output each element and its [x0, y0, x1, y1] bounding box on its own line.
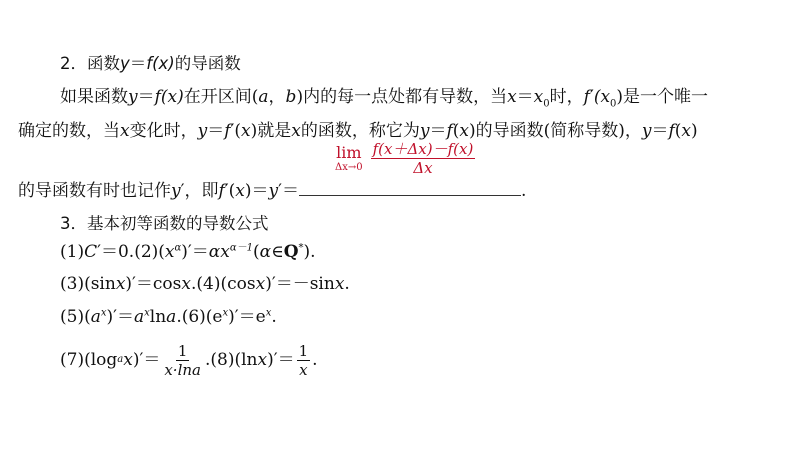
answer-blank	[299, 185, 521, 196]
var-x: x	[291, 121, 301, 141]
text: )′＝cos	[125, 274, 182, 294]
denominator: Δx	[413, 159, 433, 177]
fraction-log	[162, 342, 203, 379]
exponent: x	[265, 307, 272, 319]
var-x: x	[164, 242, 175, 262]
text: .	[312, 350, 318, 370]
limit-operator	[335, 144, 363, 174]
var-x: x	[255, 274, 266, 294]
superscript: *	[298, 242, 304, 254]
text: ′＝0.(2)(	[97, 242, 165, 262]
text: .	[344, 274, 350, 294]
numerator: 1	[298, 341, 309, 360]
text: )就是	[250, 121, 292, 141]
var-C: C	[84, 242, 98, 262]
var-y: y	[641, 121, 652, 141]
var-x: x	[459, 121, 469, 141]
text: 变化时，	[129, 121, 198, 141]
var-x: (x)	[160, 87, 184, 107]
var-x0: x	[533, 87, 544, 107]
lim-word: lim	[336, 142, 362, 162]
text: ).	[303, 242, 316, 262]
numerator: 1	[177, 341, 188, 360]
text: (5)(	[60, 307, 91, 327]
denominator: x	[299, 360, 308, 379]
text: 在开区间(	[183, 87, 259, 107]
var-x: x	[120, 121, 130, 141]
text: (1)	[60, 242, 85, 262]
section-number: 2．	[60, 54, 87, 73]
text: (7)(log	[60, 350, 118, 370]
var-x: x	[257, 350, 268, 370]
section-3-heading	[60, 212, 269, 236]
exponent: α	[174, 242, 182, 254]
exponent: x	[100, 307, 107, 319]
text: )′＝	[181, 242, 209, 262]
text: )′＝	[106, 307, 134, 327]
var-y: y	[268, 181, 279, 201]
text: ′(	[224, 181, 236, 201]
equals-sign: ＝	[516, 87, 534, 107]
text: )＝	[244, 181, 269, 201]
var-a: a	[258, 87, 269, 107]
fraction-ln	[297, 342, 311, 379]
difference-quotient	[371, 140, 476, 177]
text: 的导函数有时也记作	[18, 181, 171, 201]
var-y: y	[128, 87, 138, 107]
var-x: x	[507, 87, 517, 107]
var-y: y	[171, 181, 181, 201]
text: )	[691, 121, 698, 141]
var-x: x	[181, 274, 191, 294]
text: )的导函数(简称导数)，	[468, 121, 642, 141]
var-a: a	[192, 360, 201, 379]
prime: ′	[589, 87, 594, 107]
heading-text: 基本初等函数的导数公式	[87, 214, 269, 233]
text: .(8)(ln	[204, 350, 258, 370]
text: ，即	[184, 181, 219, 201]
var-x0: (x	[593, 87, 611, 107]
text: .(6)(e	[176, 307, 223, 327]
var-f: f	[154, 87, 161, 107]
text: (	[674, 121, 682, 141]
text: ，	[268, 87, 286, 107]
var-f: f	[218, 181, 225, 201]
text: (	[452, 121, 460, 141]
equals-sign: ＝	[137, 87, 155, 107]
text: ∈	[271, 242, 284, 262]
text: ln	[149, 307, 167, 327]
text: 的函数，称它为	[300, 121, 420, 141]
var-f: f	[224, 121, 231, 141]
text: .	[521, 181, 527, 201]
formula-line-4: (7)(log a x )′＝ $\frac{1}{x\cdot\ln a}$ .(8)(ln x )′＝ $\frac{1}{x}$ .	[60, 341, 318, 379]
set-Q: Q	[283, 242, 299, 262]
var-f: f	[446, 121, 453, 141]
text: )内的每一点处都有导数，当	[296, 87, 508, 107]
var-alpha: α	[208, 242, 221, 262]
formula-line-2	[60, 272, 350, 296]
text: 如果函数	[60, 87, 128, 107]
var-f: f	[146, 54, 153, 73]
var-x: x	[681, 121, 692, 141]
var-a: a	[134, 307, 145, 327]
var-x: x	[123, 350, 133, 370]
equals-sign: ＝	[129, 54, 147, 73]
section-2-heading	[60, 52, 241, 76]
text: 确定的数，当	[18, 121, 120, 141]
formula-line-1	[60, 240, 316, 264]
subscript: 0	[543, 98, 550, 110]
var-y: y	[120, 54, 130, 73]
text: (3)(sin	[60, 274, 116, 294]
text: )′＝	[132, 350, 161, 370]
text: .	[271, 307, 277, 327]
var-y: y	[419, 121, 430, 141]
var-f: f	[668, 121, 675, 141]
var-f: f	[583, 87, 590, 107]
text: ′(	[230, 121, 241, 141]
formula-line-3	[60, 305, 277, 329]
exponent: x	[222, 307, 229, 319]
den-text: x·ln	[164, 360, 193, 379]
answer-formula	[335, 140, 477, 177]
var-a: a	[90, 307, 101, 327]
exponent: α－1	[229, 242, 253, 254]
var-x: x	[334, 274, 345, 294]
heading-text: 函数	[87, 54, 120, 73]
var-x: x	[241, 121, 251, 141]
denominator	[162, 361, 203, 379]
text: )′＝e	[228, 307, 266, 327]
equals-sign: ＝	[207, 121, 225, 141]
var-x: x	[220, 242, 230, 262]
var-alpha: α	[259, 242, 272, 262]
text: )是一个唯一	[616, 87, 709, 107]
equals-sign: ＝	[651, 121, 669, 141]
lim-subscript: Δx→0	[335, 161, 363, 173]
var-a: a	[166, 307, 177, 327]
var-b: b	[285, 87, 297, 107]
exponent: x	[144, 307, 150, 319]
text: (	[252, 242, 260, 262]
text: 时，	[549, 87, 584, 107]
var-x: (x)	[152, 54, 175, 73]
var-x: x	[235, 181, 245, 201]
heading-text: 的导函数	[174, 54, 241, 73]
subscript: 0	[610, 98, 617, 110]
prime: ′	[180, 181, 185, 201]
equals-sign: ＝	[429, 121, 447, 141]
paragraph-line-1	[60, 85, 708, 109]
var-y: y	[197, 121, 208, 141]
numerator: f(x＋Δx)－f(x)	[372, 140, 474, 158]
var-x: x	[115, 274, 126, 294]
text: )′＝	[267, 350, 295, 370]
text: .(4)(cos	[191, 274, 256, 294]
paragraph-line-3	[18, 179, 526, 203]
text: ′＝	[278, 181, 299, 201]
section-number: 3．	[60, 214, 87, 233]
text: )′＝－sin	[265, 274, 335, 294]
